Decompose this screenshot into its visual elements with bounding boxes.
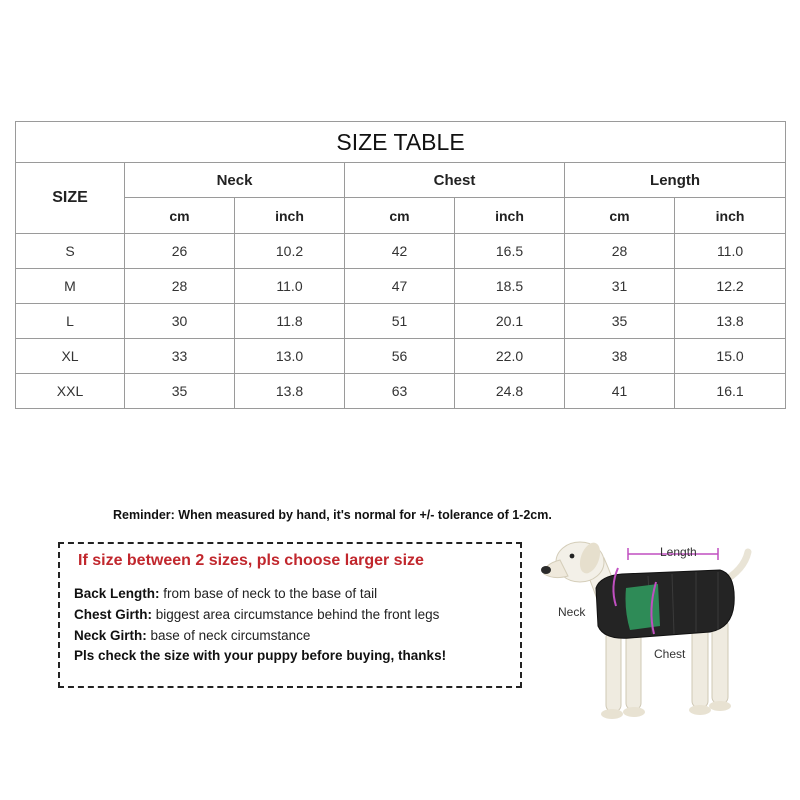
- table-cell: 63: [345, 374, 455, 409]
- table-cell: 11.0: [235, 269, 345, 304]
- table-cell: 26: [125, 234, 235, 269]
- table-row: [16, 339, 786, 374]
- table-cell: 28: [125, 269, 235, 304]
- neck-group-header: Neck: [125, 163, 345, 198]
- back-length-note: [74, 586, 377, 601]
- neck-label: Neck: [558, 605, 586, 619]
- table-title: SIZE TABLE: [16, 122, 786, 163]
- dog-measurement-diagram: [530, 530, 770, 730]
- table-cell: 13.8: [235, 374, 345, 409]
- table-row: [16, 374, 786, 409]
- chest-girth-label: Chest Girth:: [74, 607, 153, 622]
- table-cell: 38: [565, 339, 675, 374]
- table-row: [16, 234, 786, 269]
- table-cell: 16.5: [455, 234, 565, 269]
- unit-header: inch: [675, 198, 786, 234]
- unit-header: cm: [345, 198, 455, 234]
- table-row: [16, 269, 786, 304]
- table-cell: 13.8: [675, 304, 786, 339]
- size-advice-headline: If size between 2 sizes, pls choose larger size: [78, 552, 424, 569]
- size-cell: L: [16, 304, 125, 339]
- table-cell: 47: [345, 269, 455, 304]
- table-cell: 35: [125, 374, 235, 409]
- neck-girth-note: [74, 628, 310, 643]
- neck-girth-label: Neck Girth:: [74, 628, 147, 643]
- table-row: [16, 304, 786, 339]
- table-cell: 51: [345, 304, 455, 339]
- back-length-text: from base of neck to the base of tail: [159, 586, 378, 601]
- table-cell: 13.0: [235, 339, 345, 374]
- size-column-header: SIZE: [16, 163, 125, 234]
- unit-header: cm: [565, 198, 675, 234]
- chest-girth-text: biggest area circumstance behind the front legs: [152, 607, 440, 622]
- length-label: Length: [660, 545, 697, 559]
- table-cell: 20.1: [455, 304, 565, 339]
- size-cell: XXL: [16, 374, 125, 409]
- measurement-info-box: [58, 542, 522, 688]
- dog-illustration: [530, 530, 770, 730]
- table-cell: 33: [125, 339, 235, 374]
- size-cell: XL: [16, 339, 125, 374]
- chest-label: Chest: [654, 647, 686, 661]
- table-cell: 15.0: [675, 339, 786, 374]
- size-cell: M: [16, 269, 125, 304]
- table-cell: 30: [125, 304, 235, 339]
- chest-girth-note: [74, 607, 439, 622]
- back-length-label: Back Length:: [74, 586, 160, 601]
- closing-note: [74, 648, 446, 663]
- table-cell: 42: [345, 234, 455, 269]
- chest-group-header: Chest: [345, 163, 565, 198]
- table-cell: 22.0: [455, 339, 565, 374]
- table-cell: 31: [565, 269, 675, 304]
- tolerance-reminder: Reminder: When measured by hand, it's normal for +/- tolerance of 1-2cm.: [113, 508, 552, 522]
- table-cell: 24.8: [455, 374, 565, 409]
- closing-text: Pls check the size with your puppy before buying, thanks!: [74, 648, 447, 663]
- table-cell: 18.5: [455, 269, 565, 304]
- table-cell: 35: [565, 304, 675, 339]
- neck-girth-text: base of neck circumstance: [146, 628, 311, 643]
- unit-header: inch: [235, 198, 345, 234]
- table-cell: 56: [345, 339, 455, 374]
- size-cell: S: [16, 234, 125, 269]
- table-cell: 41: [565, 374, 675, 409]
- table-cell: 11.0: [675, 234, 786, 269]
- unit-header: cm: [125, 198, 235, 234]
- unit-header: inch: [455, 198, 565, 234]
- table-cell: 11.8: [235, 304, 345, 339]
- table-cell: 10.2: [235, 234, 345, 269]
- table-cell: 16.1: [675, 374, 786, 409]
- table-cell: 12.2: [675, 269, 786, 304]
- size-table: [15, 121, 786, 409]
- length-group-header: Length: [565, 163, 786, 198]
- table-cell: 28: [565, 234, 675, 269]
